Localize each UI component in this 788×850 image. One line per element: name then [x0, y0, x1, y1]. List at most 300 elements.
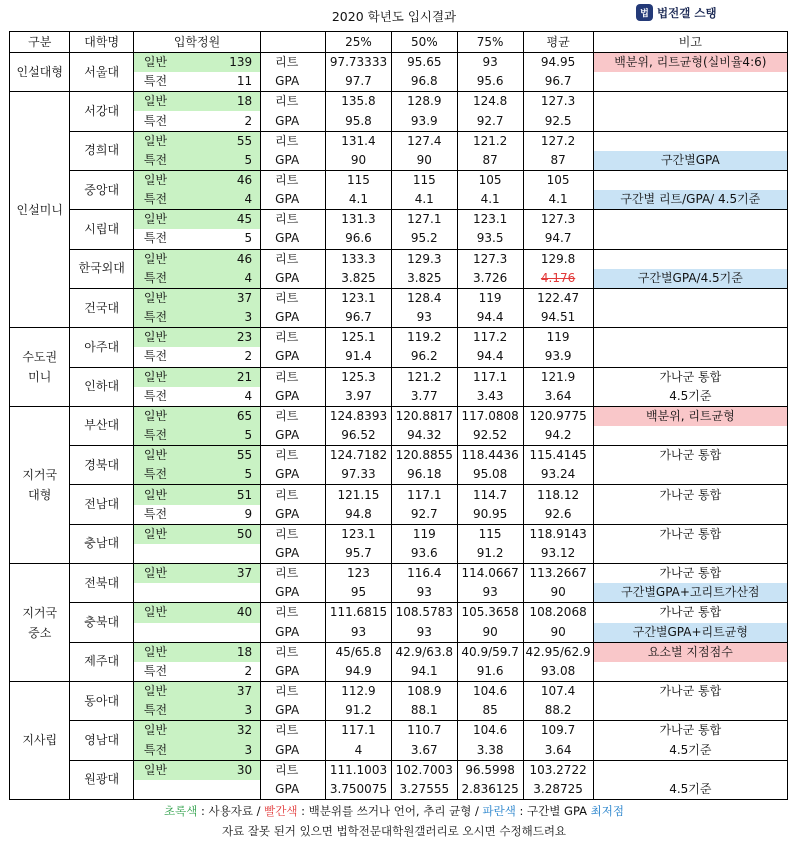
avg-value: 107.4: [523, 682, 593, 702]
avg-value: 93.08: [523, 662, 593, 682]
note-cell: [593, 229, 787, 249]
metric-label: 리트: [261, 288, 326, 308]
admission-type: [133, 623, 200, 643]
admission-type: [133, 583, 200, 603]
metric-label: 리트: [261, 210, 326, 230]
admission-type: 특전: [133, 465, 200, 485]
table-row: [10, 210, 788, 230]
avg-value: 118.9143: [523, 524, 593, 544]
quota-number: 4: [200, 387, 261, 407]
p25-value: 4.1: [326, 190, 392, 210]
p25-value: 97.73333: [326, 53, 392, 73]
p50-value: 96.2: [391, 347, 457, 367]
quota-number: 46: [200, 249, 261, 269]
metric-label: GPA: [261, 229, 326, 249]
note-cell: [593, 760, 787, 780]
p25-value: 91.4: [326, 347, 392, 367]
metric-label: GPA: [261, 701, 326, 721]
p50-value: 120.8855: [391, 446, 457, 466]
quota-number: 32: [200, 721, 261, 741]
quota-number: 30: [200, 760, 261, 780]
p25-value: 133.3: [326, 249, 392, 269]
avg-value: 127.2: [523, 131, 593, 151]
quota-number: 5: [200, 426, 261, 446]
admission-type: 특전: [143, 231, 168, 246]
school-name: 전북대: [70, 564, 133, 603]
note-cell: [593, 111, 787, 131]
avg-value: 94.51: [523, 308, 593, 328]
avg-value: 4.176: [523, 269, 593, 289]
p75-value: 4.1: [457, 190, 523, 210]
note-cell: [593, 662, 787, 682]
metric-label: 리트: [261, 367, 326, 387]
avg-value: 119: [523, 328, 593, 348]
p50-value: 127.4: [391, 131, 457, 151]
note-cell: [593, 701, 787, 721]
metric-label: GPA: [261, 740, 326, 760]
p75-value: 117.2: [457, 328, 523, 348]
p50-value: 92.7: [391, 505, 457, 525]
avg-value: 127.3: [523, 210, 593, 230]
p75-value: 94.4: [457, 347, 523, 367]
note-cell: [593, 249, 787, 269]
p50-value: 3.67: [391, 740, 457, 760]
avg-value: 90: [523, 623, 593, 643]
admission-results-table: [9, 31, 788, 800]
p25-value: 96.6: [326, 229, 392, 249]
p75-value: 93.5: [457, 229, 523, 249]
table-row: [10, 446, 788, 466]
p50-value: 94.1: [391, 662, 457, 682]
note-cell: 구간별GPA/4.5기준: [593, 269, 787, 289]
note-cell: 구간별GPA+고리트가산점: [593, 583, 787, 603]
metric-label: GPA: [261, 387, 326, 407]
p50-value: 108.5783: [391, 603, 457, 623]
p25-value: 112.9: [326, 682, 392, 702]
p75-value: 92.52: [457, 426, 523, 446]
note-cell: [593, 465, 787, 485]
school-name: 아주대: [70, 328, 133, 367]
avg-value: 118.12: [523, 485, 593, 505]
note-cell: [593, 170, 787, 190]
metric-label: 리트: [261, 249, 326, 269]
admission-type: 일반: [133, 92, 200, 112]
admission-type: 특전: [143, 113, 168, 128]
quota-number: [200, 544, 261, 564]
note-cell: [593, 426, 787, 446]
note-cell: 가나군 통합: [593, 603, 787, 623]
quota-number: [200, 623, 261, 643]
admission-type: 일반: [133, 485, 200, 505]
quota-number: 2: [200, 347, 261, 367]
admission-type: 일반: [133, 524, 200, 544]
metric-label: GPA: [261, 151, 326, 171]
quota-number: 21: [200, 367, 261, 387]
p50-value: 95.2: [391, 229, 457, 249]
legend-blue-text: : 구간별 GPA: [515, 804, 591, 818]
table-row: [10, 367, 788, 387]
metric-label: GPA: [261, 269, 326, 289]
avg-value: 94.2: [523, 426, 593, 446]
avg-value: 108.2068: [523, 603, 593, 623]
quota-number: 37: [200, 682, 261, 702]
note-cell: [593, 72, 787, 92]
quota-number: 3: [200, 308, 261, 328]
quota-number: 2: [200, 111, 261, 131]
table-row: [10, 406, 788, 426]
p50-value: 96.8: [391, 72, 457, 92]
p25-value: 97.33: [326, 465, 392, 485]
p25-value: 124.7182: [326, 446, 392, 466]
metric-label: GPA: [261, 544, 326, 564]
table-row: [10, 564, 788, 584]
p25-value: 96.7: [326, 308, 392, 328]
table-row: [10, 328, 788, 348]
admission-type: 일반: [133, 721, 200, 741]
admission-type: 일반: [133, 446, 200, 466]
metric-label: GPA: [261, 662, 326, 682]
p25-value: 131.3: [326, 210, 392, 230]
metric-label: 리트: [261, 131, 326, 151]
admission-type: 특전: [133, 387, 200, 407]
p50-value: 110.7: [391, 721, 457, 741]
p75-value: 3.726: [457, 269, 523, 289]
brand: [636, 4, 717, 21]
p50-value: 88.1: [391, 701, 457, 721]
note-cell: [593, 328, 787, 348]
quota-number: 9: [200, 505, 261, 525]
quota-number: 51: [200, 485, 261, 505]
p25-value: 95.7: [326, 544, 392, 564]
school-name: 제주대: [70, 642, 133, 681]
avg-value: 103.2722: [523, 760, 593, 780]
header-p50: 50%: [391, 32, 457, 53]
law-gallery-logo-icon: 법: [636, 4, 653, 21]
metric-label: 리트: [261, 406, 326, 426]
p75-value: 117.0808: [457, 406, 523, 426]
school-name: 경북대: [70, 446, 133, 485]
avg-value: 4.1: [523, 190, 593, 210]
p25-value: 111.6815: [326, 603, 392, 623]
p50-value: 3.77: [391, 387, 457, 407]
p25-value: 125.1: [326, 328, 392, 348]
p25-value: 3.825: [326, 269, 392, 289]
p25-value: 96.52: [326, 426, 392, 446]
metric-label: 리트: [261, 170, 326, 190]
avg-value: 90: [523, 583, 593, 603]
p75-value: 114.7: [457, 485, 523, 505]
school-name: 경희대: [70, 131, 133, 170]
p50-value: 128.4: [391, 288, 457, 308]
p50-value: 4.1: [391, 190, 457, 210]
p75-value: 40.9/59.7: [457, 642, 523, 662]
p50-value: 96.18: [391, 465, 457, 485]
p25-value: 115: [326, 170, 392, 190]
p50-value: 93: [391, 308, 457, 328]
p75-value: 93: [457, 583, 523, 603]
p50-value: 120.8817: [391, 406, 457, 426]
p75-value: 96.5998: [457, 760, 523, 780]
note-cell: [593, 308, 787, 328]
p75-value: 123.1: [457, 210, 523, 230]
p75-value: 117.1: [457, 367, 523, 387]
avg-value: 92.5: [523, 111, 593, 131]
admission-type: 일반: [133, 367, 200, 387]
p50-value: 128.9: [391, 92, 457, 112]
metric-label: GPA: [261, 505, 326, 525]
admission-type: 특전: [133, 308, 200, 328]
metric-label: 리트: [261, 564, 326, 584]
p25-value: 93: [326, 623, 392, 643]
admission-type: 일반: [133, 328, 200, 348]
p25-value: 91.2: [326, 701, 392, 721]
avg-value: 94.7: [523, 229, 593, 249]
metric-label: GPA: [261, 780, 326, 800]
p25-value: 95: [326, 583, 392, 603]
admission-type: 특전: [143, 349, 168, 364]
note-cell: 구간별GPA+리트균형: [593, 623, 787, 643]
avg-value: 93.12: [523, 544, 593, 564]
legend-green-text: : 사용자료 /: [197, 804, 265, 818]
metric-label: GPA: [261, 426, 326, 446]
table-row: [10, 524, 788, 544]
quota-number: 37: [200, 288, 261, 308]
p25-value: 94.9: [326, 662, 392, 682]
avg-value: 88.2: [523, 701, 593, 721]
table-row: [10, 288, 788, 308]
table-row: [10, 682, 788, 702]
school-name: 중앙대: [70, 170, 133, 209]
avg-value: 94.95: [523, 53, 593, 73]
quota-number: [200, 583, 261, 603]
table-row: [10, 642, 788, 662]
p75-value: 94.4: [457, 308, 523, 328]
school-name: 전남대: [70, 485, 133, 524]
p50-value: 95.65: [391, 53, 457, 73]
note-cell: 가나군 통합: [593, 564, 787, 584]
p50-value: 3.27555: [391, 780, 457, 800]
note-cell: [593, 92, 787, 112]
p25-value: 123.1: [326, 524, 392, 544]
avg-value: 121.9: [523, 367, 593, 387]
admission-type: 일반: [133, 249, 200, 269]
admission-type: 일반: [133, 170, 200, 190]
p50-value: 119.2: [391, 328, 457, 348]
note-cell: 가나군 통합: [593, 446, 787, 466]
note-cell: [593, 347, 787, 367]
metric-label: 리트: [261, 485, 326, 505]
p50-value: 119: [391, 524, 457, 544]
quota-number: 55: [200, 131, 261, 151]
p25-value: 97.7: [326, 72, 392, 92]
p25-value: 3.97: [326, 387, 392, 407]
quota-number: 5: [200, 465, 261, 485]
avg-value: 93.9: [523, 347, 593, 367]
avg-value: 122.47: [523, 288, 593, 308]
school-name: 원광대: [70, 760, 133, 799]
p50-value: 42.9/63.8: [391, 642, 457, 662]
quota-number: 18: [200, 92, 261, 112]
p75-value: 91.2: [457, 544, 523, 564]
group-name: 인설대형: [10, 53, 70, 92]
admission-type: 특전: [133, 151, 200, 171]
p75-value: 127.3: [457, 249, 523, 269]
quota-number: 23: [200, 328, 261, 348]
p75-value: 105: [457, 170, 523, 190]
school-name: 부산대: [70, 406, 133, 445]
admission-type: 특전: [143, 506, 168, 521]
quota-number: 45: [200, 210, 261, 230]
header-p75: 75%: [457, 32, 523, 53]
quota-number: 37: [200, 564, 261, 584]
p75-value: 114.0667: [457, 564, 523, 584]
p25-value: 121.15: [326, 485, 392, 505]
admission-type: 특전: [133, 72, 200, 92]
admission-type: 일반: [133, 210, 200, 230]
metric-label: GPA: [261, 347, 326, 367]
metric-label: 리트: [261, 328, 326, 348]
note-cell: 4.5기준: [593, 387, 787, 407]
quota-number: 65: [200, 406, 261, 426]
avg-value: 42.95/62.9: [523, 642, 593, 662]
p50-value: 108.9: [391, 682, 457, 702]
metric-label: GPA: [261, 190, 326, 210]
quota-number: 50: [200, 524, 261, 544]
p50-value: 117.1: [391, 485, 457, 505]
p50-value: 94.32: [391, 426, 457, 446]
p50-value: 121.2: [391, 367, 457, 387]
note-cell: 가나군 통합: [593, 367, 787, 387]
p25-value: 94.8: [326, 505, 392, 525]
note-cell: 요소별 지점점수: [593, 642, 787, 662]
admission-type: 일반: [133, 642, 200, 662]
table-row: [10, 53, 788, 73]
admission-type: 특전: [133, 740, 200, 760]
note-cell: 4.5기준: [593, 780, 787, 800]
avg-value: 109.7: [523, 721, 593, 741]
note-cell: [593, 505, 787, 525]
admission-type: 특전: [133, 190, 200, 210]
admission-type: 일반: [133, 53, 200, 73]
p50-value: 90: [391, 151, 457, 171]
quota-number: 5: [200, 151, 261, 171]
quota-number: 2: [200, 662, 261, 682]
p75-value: 121.2: [457, 131, 523, 151]
admission-type: 특전: [133, 701, 200, 721]
metric-label: 리트: [261, 446, 326, 466]
admission-type: 일반: [133, 682, 200, 702]
metric-label: 리트: [261, 53, 326, 73]
p75-value: 91.6: [457, 662, 523, 682]
p25-value: 45/65.8: [326, 642, 392, 662]
avg-value: 115.4145: [523, 446, 593, 466]
admission-type: [133, 780, 200, 800]
table-row: [10, 92, 788, 112]
school-name: 충북대: [70, 603, 133, 642]
avg-value: 120.9775: [523, 406, 593, 426]
school-name: 인하대: [70, 367, 133, 406]
p50-value: 93: [391, 583, 457, 603]
p75-value: 118.4436: [457, 446, 523, 466]
table-row: [10, 131, 788, 151]
legend-blue-end: 최저점: [590, 804, 624, 818]
note-cell: [593, 131, 787, 151]
note-cell: 가나군 통합: [593, 721, 787, 741]
avg-value: 3.64: [523, 740, 593, 760]
metric-label: 리트: [261, 721, 326, 741]
p75-value: 90.95: [457, 505, 523, 525]
quota-number: 18: [200, 642, 261, 662]
p75-value: 119: [457, 288, 523, 308]
header-category: 구분: [10, 32, 70, 53]
table-row: [10, 603, 788, 623]
p50-value: 93.6: [391, 544, 457, 564]
avg-value: 129.8: [523, 249, 593, 269]
p75-value: 90: [457, 623, 523, 643]
legend-blue-word: 파란색: [482, 804, 516, 818]
admission-type: 일반: [133, 131, 200, 151]
p50-value: 93: [391, 623, 457, 643]
p50-value: 129.3: [391, 249, 457, 269]
admission-type: 일반: [133, 406, 200, 426]
metric-label: GPA: [261, 465, 326, 485]
avg-value: 3.28725: [523, 780, 593, 800]
legend-red-text: : 백분위를 쓰거나 언어, 추리 균형 /: [297, 804, 483, 818]
admission-type: 특전: [133, 662, 200, 682]
p25-value: 95.8: [326, 111, 392, 131]
header-school: 대학명: [70, 32, 133, 53]
p25-value: 125.3: [326, 367, 392, 387]
metric-label: GPA: [261, 72, 326, 92]
p75-value: 115: [457, 524, 523, 544]
color-legend: [0, 803, 788, 819]
p75-value: 3.43: [457, 387, 523, 407]
quota-number: 55: [200, 446, 261, 466]
school-name: 한국외대: [70, 249, 133, 288]
table-row: [10, 721, 788, 741]
quota-number: 46: [200, 170, 261, 190]
quota-number: 139: [200, 53, 261, 73]
admission-type: 일반: [133, 603, 200, 623]
metric-label: GPA: [261, 583, 326, 603]
school-name: 시립대: [70, 210, 133, 249]
school-name: 서강대: [70, 92, 133, 131]
quota-number: 4: [200, 190, 261, 210]
header-note: 비고: [593, 32, 787, 53]
p25-value: 3.750075: [326, 780, 392, 800]
avg-value: 113.2667: [523, 564, 593, 584]
group-name: 지거국 대형: [10, 406, 70, 563]
table-row: [10, 249, 788, 269]
metric-label: 리트: [261, 682, 326, 702]
avg-value: 3.64: [523, 387, 593, 407]
p75-value: 104.6: [457, 682, 523, 702]
p25-value: 90: [326, 151, 392, 171]
p75-value: 105.3658: [457, 603, 523, 623]
table-row: [10, 485, 788, 505]
p25-value: 123: [326, 564, 392, 584]
note-cell: 구간별 리트/GPA/ 4.5기준: [593, 190, 787, 210]
avg-value: 93.24: [523, 465, 593, 485]
admission-type: 특전: [133, 269, 200, 289]
admission-type: 일반: [133, 760, 200, 780]
note-cell: 구간별GPA: [593, 151, 787, 171]
admission-type: 일반: [133, 564, 200, 584]
avg-value: 105: [523, 170, 593, 190]
admission-type: 특전: [133, 426, 200, 446]
group-name: 지사립: [10, 682, 70, 800]
header-metric: [261, 32, 326, 53]
